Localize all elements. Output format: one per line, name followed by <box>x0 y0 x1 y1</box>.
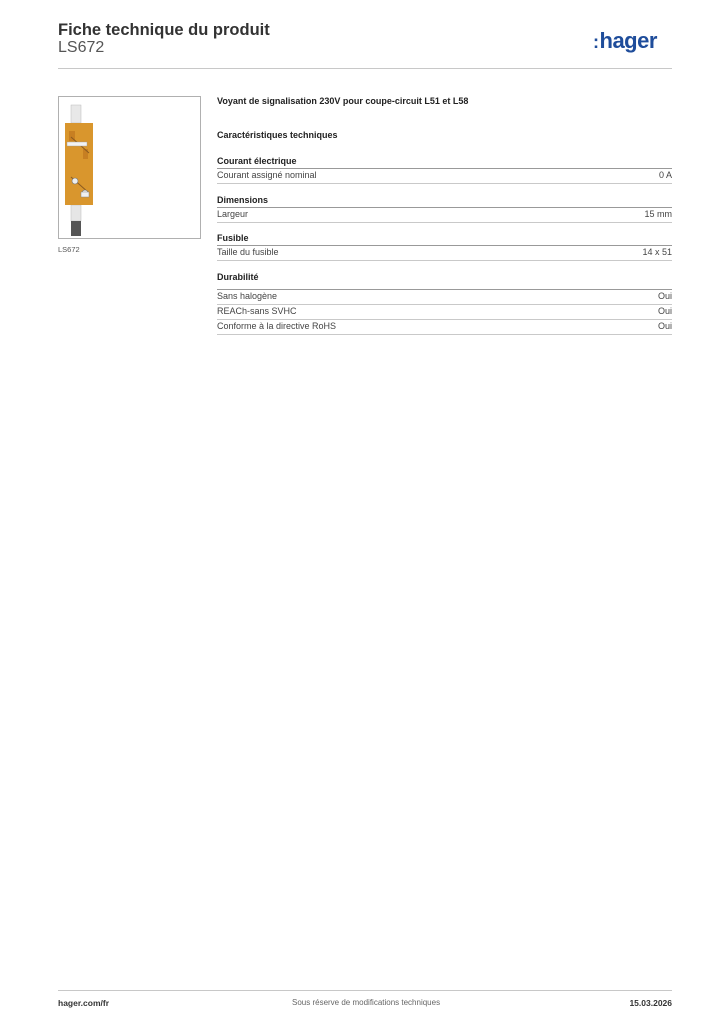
footer-notice: Sous réserve de modifications techniques <box>292 998 441 1007</box>
group-title-dimensions: Dimensions <box>217 195 269 205</box>
spec-label: Conforme à la directive RoHS <box>217 321 337 331</box>
spec-value: Oui <box>657 291 672 301</box>
spec-row <box>217 290 672 304</box>
product-image <box>58 96 201 239</box>
header-divider <box>58 68 672 69</box>
page-title: Fiche technique du produit <box>58 21 270 39</box>
spec-label: Largeur <box>217 209 249 219</box>
spec-value: Oui <box>657 306 672 316</box>
product-description: Voyant de signalisation 230V pour coupe-circuit L51 et L58 <box>217 96 469 106</box>
spec-row <box>217 169 672 183</box>
footer-date: 15.03.2026 <box>629 998 672 1008</box>
spec-row <box>217 246 672 260</box>
row-divider <box>217 183 672 184</box>
spec-row <box>217 208 672 222</box>
spec-label: Taille du fusible <box>217 247 279 257</box>
group-title-courant: Courant électrique <box>217 156 297 166</box>
footer-divider <box>58 990 672 991</box>
footer-website-link[interactable]: hager.com/fr <box>58 998 110 1008</box>
group-title-durabilite: Durabilité <box>217 272 259 282</box>
product-reference: LS672 <box>58 39 105 56</box>
row-divider <box>217 334 672 335</box>
row-divider <box>217 222 672 223</box>
image-caption: LS672 <box>58 245 80 254</box>
spec-label: Courant assigné nominal <box>217 170 317 180</box>
spec-value: Oui <box>657 321 672 331</box>
spec-value: 0 A <box>658 170 672 180</box>
spec-label: Sans halogène <box>217 291 278 301</box>
specs-heading: Caractéristiques techniques <box>217 130 338 140</box>
row-divider <box>217 260 672 261</box>
spec-value: 14 x 51 <box>642 247 672 257</box>
hager-logo: :hager <box>593 28 657 53</box>
product-photo <box>59 97 200 238</box>
group-title-fusible: Fusible <box>217 233 249 243</box>
spec-label: REACh-sans SVHC <box>217 306 297 316</box>
logo-text: hager <box>599 28 657 53</box>
spec-row <box>217 305 672 319</box>
spec-value: 15 mm <box>644 209 672 219</box>
spec-row <box>217 320 672 334</box>
